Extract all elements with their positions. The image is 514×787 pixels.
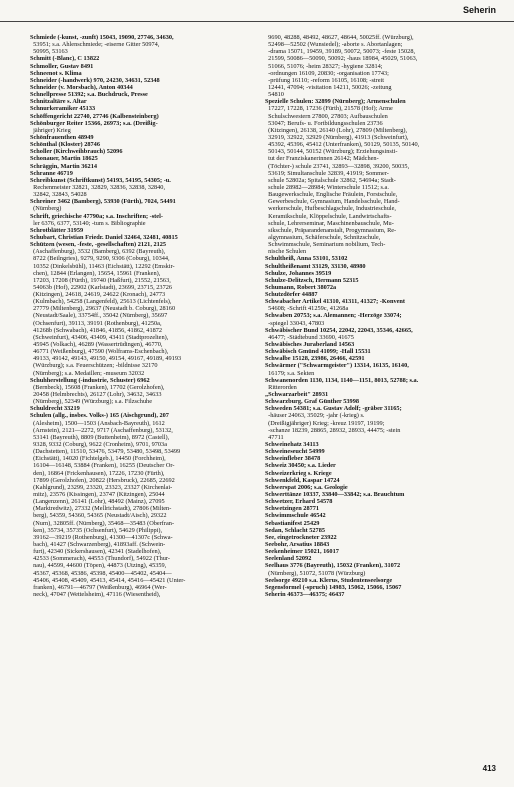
index-entry-line: (Dreißigjähriger) Krieg; -kreuz 19197, 19199; [265, 419, 385, 427]
index-entry-line: (Aschaffenburg), 3532 (Bamberg), 6392 (Bayreuth), [30, 248, 166, 256]
index-entry-head: Seelsorge 49210 s.a. Klerus, Studentenseelsorge [265, 576, 393, 584]
index-entry-line: 20458 (Helmbrechts), 26127 (Lohr), 34632, 34633 [30, 391, 162, 399]
index-entry-line: (Nürnberg) [30, 205, 62, 213]
index-entry-line: Keramikschule, Klöppelschule, Landwirtschafts- [265, 212, 392, 220]
index-entry-line: werkerschule, Hufbeschlagschule, Industrieschule, [265, 205, 396, 213]
index-entry-line: 54608; -Schrift 41259c, 41268a [265, 305, 349, 313]
index-entry-line: 47711 [265, 433, 284, 441]
index-entry-head: Segensformel (-spruch) 14983, 15062, 15066, 15067 [265, 583, 402, 591]
index-entry-head: Schulze, Johannes 39519 [265, 269, 332, 277]
index-entry-head: Schwaben 20753; s.a. Alemannen; -Herzöge 33074; [265, 312, 402, 320]
index-entry-line: 16179; s.a. Sekten [265, 369, 315, 377]
index-entry-line: 46771 (Weißenburg), 47590 (Wolframs-Eschenbach), [30, 348, 169, 356]
index-entry-line: 53141 (Bayreuth), 8809 (Buttenheim), 8972 (Castell), [30, 433, 170, 441]
index-entry-head: Schwäbisches Juraberland 14563 [265, 341, 355, 349]
index-entry-head: Schöffengericht 22740, 27746 (Kalbensteinberg) [30, 112, 159, 120]
index-entry-head: Schwäbischer Bund 10254, 22042, 22043, 35346, 42665, [265, 326, 413, 334]
index-entry-line: (Kulmbach), 54258 (Langenfeld), 25613 (Lichtenfels), [30, 298, 172, 306]
index-entry-line: schule 28982—28984; Winterschule 11512; s.a. [265, 183, 389, 191]
index-entry-line: 32842, 32843, 54028 [30, 191, 87, 199]
index-entry-head: Schwerspat 2006; s.a. Geologie [265, 483, 348, 491]
index-entry-head: Schützen (wesen, -feste, -gesellschaften) 2121, 2125 [30, 241, 167, 249]
index-entry-line: (Nürnberg); s.a. Medaillen; -museum 32032 [30, 369, 145, 377]
index-entry-line: 51066, 51076; -heim 28327; -hygiene 32814; [265, 62, 383, 70]
index-entry-line: 45406, 45408, 45409, 45413, 45414, 45416—45421 (Unter- [30, 576, 186, 584]
index-entry-line: -schanze 18239, 28865, 28932, 28933, 44475; -stein [265, 426, 401, 434]
index-entry-head: Schuldrecht 33219 [30, 405, 80, 413]
index-entry-line: 12441, 47094; -visitation 14211, 50026; -zeitung [265, 83, 392, 91]
index-entry-line: (Eichstätt), 14020 (Fichtelgeb.), 14450 (Forchheim), [30, 455, 166, 463]
index-entry-line: 41268b (Schwabach), 41846, 41856, 41862, 41872 [30, 326, 163, 334]
index-entry-line: algymnasium, Schäferschule, Schnitzschule, [265, 233, 381, 241]
index-entry-line: schule, Lehrerseminar, Maschinenbauschule, Mu- [265, 219, 394, 227]
index-entry-line: 45392, 45396, 45412 (Unterfranken), 50129, 50135, 50140, [265, 141, 420, 149]
index-entry-head: Schwerttänze 10337, 33840—33842; s.a. Brauchtum [265, 491, 405, 498]
index-entry-head: Schweiz 30450; s.a. Lieder [265, 462, 336, 470]
index-entry-line: Schulschwestern 27800, 27803; Aufbauschulen [265, 112, 388, 120]
index-entry-line: 9328, 9332 (Coburg), 9622 (Cronheim), 9701, 9703a [30, 441, 168, 449]
index-entry-head: Seherin 46373—46375; 46437 [265, 590, 345, 598]
index-entry-line: ken), 35734, 35735 (Ochsenfurt), 54629 (Philippi), [30, 526, 163, 534]
index-entry-head: Schnurkeramiker 45133 [30, 105, 96, 113]
index-entry-line: 46477; -Städtebund 33690, 41675 [265, 333, 354, 341]
index-entry-line: 8722 (Beilngries), 9279, 9290, 9306 (Coburg), 10344, [30, 255, 170, 263]
index-entry-line: 45945 (Volkach), 46289 (Wassertrüdingen), 46770, [30, 341, 163, 349]
index-entry-line: bach), 41427 (Schwarzenberg), 41893aff. (Schwein- [30, 540, 166, 548]
index-entry-line: 17899 (Gerolzhofen), 20822 (Hersbruck), 22685, 22692 [30, 476, 175, 484]
index-entry-head: Schnellpresse 51392; s.a. Buchdruck, Presse [30, 91, 148, 99]
index-entry-head: Schweden 54381; s.a. Gustav Adolf; -gräber 31165; [265, 405, 402, 413]
index-entry-line: -häuser 24063, 35029; -jahr (-krieg) s. [265, 412, 365, 420]
index-entry-line: (Kitzingen), 24618, 24619, 24622 (Kronach), 24773 [30, 291, 166, 299]
running-head: Seherin [462, 5, 496, 15]
index-entry-line: (Nurn), 32805ff. (Nürnberg), 35468—35483 (Oberfran- [30, 519, 175, 527]
index-entry-line: (Arnstein), 2121—2272, 9717 (Aschaffenburg), 53132, [30, 426, 173, 434]
index-entry-line: (Neustadt/Saale), 33754ff., 35042 (Nürnberg), 35697 [30, 312, 168, 320]
index-entry-line: 17203, 17208 (Fürth), 19740 (Haßfurt), 21552, 21563, [30, 276, 171, 284]
index-entry-line: (Nürnberg), 52349 (Würzburg); s.a. Filzschuhe [30, 398, 153, 406]
index-entry-head: See, eingetrockneter 23922 [265, 533, 337, 541]
index-entry-head: Seebohr, Arsatius 18843 [265, 540, 330, 548]
index-entry-line: -drama 15071, 19459, 39189, 50072, 50073; -feste 15028, [265, 48, 416, 56]
index-entry-line: (Langenzenn), 26141 (Lohr), 48492 (Mainz), 27095 [30, 498, 165, 506]
index-entry-head: Schulen (allg., insbes. Volks-) 165 (Aischgrund), 207 [30, 412, 169, 420]
index-entry-line: (Töchter-) schule 23741, 32893—32898, 39200, 50035, [265, 162, 410, 170]
index-entry-line: 53951; s.a. Ahlenschmiede; -eiserne Gitter 50974, [30, 41, 160, 49]
index-entry-line: (Schweinfurt), 43406, 43409, 43411 (Stadtprozelten), [30, 333, 169, 341]
index-entry-line: (Würzburg); s.a. Feuerschützen; -bildnisse 32170 [30, 362, 158, 370]
index-entry-line: 54810 [265, 91, 284, 99]
index-entry-head: Schönfrauenthen 48949 [30, 133, 94, 141]
index-entry-line: (Kahlgrund), 23299, 23320, 23323, 23327 (Kirchenlai- [30, 483, 173, 491]
index-entry-head: Schulze-Delitzsch, Hermann 52315 [265, 276, 359, 284]
index-entry-head: Schwetzingen 28771 [265, 505, 320, 513]
index-entry-line: -prüfung 16110; -reform 16105, 16108; -streit [265, 76, 385, 84]
index-entry-line: Gewerbeschule, Gymnasium, Handelsschule, Hand- [265, 198, 400, 206]
index-entry-line: berg), 54359, 54360, 54365 (Neustadt/Aisch), 29322 [30, 512, 167, 520]
index-entry-line: schule 52802a; Spitalschule 32862, 54694a; Stadt- [265, 176, 396, 184]
index-entry-line: furt), 42340 (Sickershausen), 42341 (Stadelhofen), [30, 548, 162, 556]
index-entry-head: Schrift, griechische 47790a; s.a. Inschriften; -stel- [30, 212, 163, 220]
index-entry-line: 32919, 32922, 32929 (Nürnberg), 41913 (Schweinfurt), [265, 133, 409, 141]
index-entry-head: Schwimmschule 46542 [265, 512, 326, 520]
index-entry-head: Schumann, Robert 38072a [265, 283, 337, 291]
index-entry-head: Schwetzer, Erhard 54578 [265, 498, 333, 506]
index-column-left [30, 34, 256, 598]
page-number: 413 [482, 764, 496, 773]
index-entry-head: Schranne 46719 [30, 169, 73, 177]
index-entry-line: 9690, 48288, 48492, 48627, 48644, 50025ff. (Würzburg), [265, 34, 414, 41]
index-entry-head: Schubart, Christian Friedr. Daniel 32464, 32481, 40815 [30, 233, 178, 241]
index-entry-line: 54063b (Hof), 22902 (Karlstadt), 23699, 23715, 23726 [30, 283, 173, 291]
index-entry-head: Sebastianifest 25429 [265, 519, 320, 527]
index-entry-line: sikschule, Präparandenanstalt, Progymnasium, Re- [265, 226, 397, 234]
index-entry-head: „Schwarzarbeit" 28931 [265, 391, 329, 399]
index-entry-line: 42533 (Sommerach), 44553 (Thundorf), 54922 (Thur- [30, 555, 170, 563]
index-entry-head: Seelhaus 3776 (Bayreuth), 15032 (Franken), 31072 [265, 562, 401, 570]
index-entry-head: Schönburger Reiter 15366, 26973; s.a. (Dreißig- [30, 119, 158, 127]
index-entry-head: Schmitt (-Blanc), C 13822 [30, 55, 100, 63]
index-entry-line: (Marktredwitz), 27332 (Mellrichstadt), 27806 (Milten- [30, 505, 172, 513]
index-entry-head: Schwabacher Artikel 41310, 41311, 41327; -Konvent [265, 298, 405, 306]
index-entry-line: den), 16864 (Frickenhausen), 17226, 17230 (Fürth), [30, 469, 165, 477]
index-entry-line: mitz), 23576 (Kissingen), 23747 (Kitzingen), 25044 [30, 491, 165, 498]
index-entry-head: Sedan, Schlacht 52785 [265, 526, 326, 534]
index-entry-line: (Nürnberg), 51072, 51078 (Würzburg) [265, 569, 366, 577]
index-entry-line: 10352 (Dinkelsbühl), 11463 (Eichstätt), 12292 (Emskir- [30, 262, 175, 270]
index-entry-head: Schwanenorden 1130, 1134, 1140—1151, 8013, 52788; s.a. [265, 376, 419, 384]
index-entry-head: Schonauer, Martin 18625 [30, 155, 98, 163]
index-entry-head: Schrotblätter 31959 [30, 226, 84, 234]
index-entry-line: Schwimmschule, Seminarium nobilium, Tech- [265, 241, 386, 249]
index-entry-head: Schutzdörfer 44887 [265, 291, 318, 299]
index-entry-line: -spiegel 33043, 47803 [265, 319, 325, 327]
index-entry-line: 50143, 50144, 50152 (Würzburg); Erziehungsinsti- [265, 148, 398, 156]
page-header [0, 0, 514, 22]
index-entry-head: Schnitzaltäre s. Altar [30, 98, 87, 106]
index-entry-line: 53619; Simultanschule 32839, 41919; Sommer- [265, 169, 389, 177]
index-entry-line: (Ochsenfurt), 39113, 39191 (Rothenburg), 41250a, [30, 319, 162, 327]
index-entry-line: tut der Franziskanerinnen 26142; Mädchen- [265, 155, 379, 163]
index-entry-line: Ritterorden [265, 383, 297, 391]
index-entry-head: Seekenheimer 15021, 16017 [265, 548, 339, 556]
index-entry-line: chen), 12844 (Erlangen), 15654, 15961 (Franken), [30, 269, 161, 277]
index-entry-head: Schräggin, Martin 36214 [30, 162, 97, 170]
index-entry-head: Schweinfleber 38478 [265, 455, 321, 463]
index-column-right [265, 34, 491, 598]
index-entry-head: Spezielle Schulen: 32899 (Nürnberg); Armenschulen [265, 98, 406, 106]
index-entry-head: Schwenkfeld, Kaspar 14724 [265, 476, 340, 484]
index-entry-head: Schwalbe 15128, 23986, 26466, 42591 [265, 355, 365, 363]
index-entry-head: Schweineseucht 54999 [265, 448, 325, 456]
index-entry-head: Schmoller, Gustav 8491 [30, 62, 94, 70]
index-entry-head: Seelenland 52092 [265, 555, 312, 563]
index-entry-line: 49133, 49142, 49143, 49150, 49154, 49167, 49189, 49193 [30, 355, 182, 363]
index-entry-line: 39162—39219 (Rothenburg), 41300—41307c (Schwa- [30, 533, 173, 541]
index-entry-line: (Alesheim), 1500—1503 (Ansbach-Bayreuth), 1612 [30, 419, 165, 427]
index-entry-line: (Bernbeck), 15608 (Franken), 17702 (Gerolzhofen), [30, 383, 165, 391]
index-entry-line: jähriger) Krieg [30, 126, 71, 134]
index-entry-line: 17227, 17228, 17236 (Fürth), 21578 (Hof); Arme [265, 105, 393, 113]
index-entry-head: Schwärmer ("Schwarmgeister") 13314, 16135, 16140, [265, 362, 409, 370]
index-entry-head: Schneider (-handwerk) 970, 24230, 34631, 52348 [30, 76, 160, 84]
index-entry-head: Schönthal (Kloster) 28746 [30, 141, 100, 149]
index-entry-head: Schultheißenamt 33129, 33130, 48980 [265, 262, 366, 270]
index-entry-line: -ordnungen 16109, 20830; -organisation 17743; [265, 69, 389, 77]
index-entry-line: 52498—52502 (Wunsiedel); -aborte s. Abortanlagen; [265, 41, 403, 49]
index-entry-head: Schmiede (-kunst, -zunft) 15043, 19090, 27746, 34630, [30, 34, 174, 41]
index-entry-line: nische Schulen [265, 248, 307, 256]
index-entry-line: ler 6376, 6377, 53140; -tum s. Bibliographie [30, 219, 146, 227]
index-entry-head: Schuhherstellung (-industrie, Schuster) 6962 [30, 376, 150, 384]
index-entry-head: Schultheiß, Anna 53101, 53102 [265, 255, 348, 263]
index-entry-head: Schneider (v. Morsbach), Anton 40344 [30, 83, 133, 91]
index-entry-line: 21599, 50086—50090, 50092; -haus 18984, 45029, 51063, [265, 55, 418, 63]
index-entry-head: Schneenot s. Klima [30, 69, 82, 77]
index-entry-line: 16104—16148, 53884 (Franken), 16255 (Deutscher Or- [30, 462, 175, 470]
index-entry-head: Schweizerkrieg s. Kriege [265, 469, 332, 477]
index-entry-line: 53047; Berufs- u. Fortbildungsschulen 23736 [265, 119, 383, 127]
index-entry-head: Schwäbisch Gmünd 41099; -Hall 15531 [265, 348, 371, 356]
index-entry-line: Baugewerkschule, Englische Fräulein, Forstschule, [265, 191, 398, 199]
index-entry-line: Rechenmeister 32821, 32829, 32836, 32838, 32840, [30, 183, 166, 191]
index-entry-line: (Dachstetten), 11510, 53476, 53479, 53480, 53498, 53499 [30, 448, 181, 456]
index-entry-head: Scholler (Kirchweihbrauch) 52096 [30, 148, 123, 156]
index-entry-line: (Kitzingen), 26138, 26140 (Lohr), 27809 (Miltenberg), [265, 126, 408, 134]
index-entry-head: Schreiner 3462 (Bamberg), 53930 (Fürth), 7024, 54491 [30, 198, 176, 206]
index-entry-head: Schwarzburg, Graf Günther 53998 [265, 398, 359, 406]
index-entry-line: nau), 44599, 44600 (Töpen), 44873 (Utzing), 45359, [30, 562, 167, 570]
index-entry-line: 45367, 45368, 45386, 45398, 45400—45402, 45404— [30, 569, 172, 577]
index-entry-line: 50995, 53163 [30, 48, 68, 56]
index-entry-line: neck), 47047 (Wettelsheim), 47116 (Wiesentheid), [30, 590, 161, 598]
index-entry-line: 27779 (Miltenberg), 29637 (Neustadt b. Coburg), 28160 [30, 305, 176, 313]
index-entry-head: Schweinehatz 34113 [265, 441, 319, 449]
index-entry-line: franken), 46791—46797 (Weißenburg), 46964 (Wer- [30, 583, 167, 591]
index-entry-head: Schreibkunst (Schriftkunst) 54193, 54195, 54305; -u. [30, 176, 171, 184]
